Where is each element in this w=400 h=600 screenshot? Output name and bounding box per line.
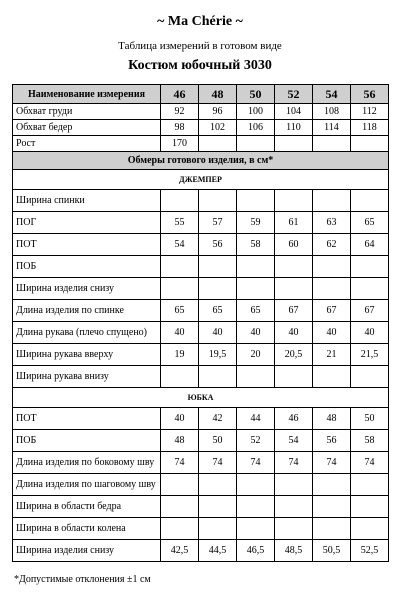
row-label-cell: Ширина в области колена [13,518,161,540]
value-cell: 21 [313,344,351,366]
measurements-table-body [13,85,389,562]
row-label-cell: Ширина изделия снизу [13,540,161,562]
table-row [13,452,389,474]
value-cell [313,496,351,518]
value-cell: 110 [275,120,313,136]
value-cell [351,256,389,278]
table-row [13,256,389,278]
value-cell [237,496,275,518]
table-row [13,136,389,152]
value-cell: 74 [199,452,237,474]
row-label-cell: ПОТ [13,234,161,256]
size-header-cell: 56 [351,85,389,104]
value-cell: 57 [199,212,237,234]
row-label-cell: Ширина в области бедра [13,496,161,518]
value-cell [351,278,389,300]
value-cell [275,366,313,388]
value-cell: 19,5 [199,344,237,366]
value-cell: 104 [275,104,313,120]
value-cell [313,278,351,300]
value-cell: 102 [199,120,237,136]
table-row [13,366,389,388]
table-row [13,496,389,518]
value-cell: 74 [237,452,275,474]
value-cell [313,518,351,540]
value-cell [351,496,389,518]
value-cell: 59 [237,212,275,234]
value-cell: 44 [237,408,275,430]
value-cell: 20 [237,344,275,366]
table-header-row [13,85,389,104]
value-cell: 65 [237,300,275,322]
value-cell: 60 [275,234,313,256]
value-cell [237,190,275,212]
value-cell [275,256,313,278]
group-title-row-cell: ДЖЕМПЕР [13,170,389,190]
value-cell: 52 [237,430,275,452]
value-cell: 96 [199,104,237,120]
value-cell: 48,5 [275,540,313,562]
value-cell [351,474,389,496]
value-cell [161,278,199,300]
value-cell: 50,5 [313,540,351,562]
value-cell: 58 [237,234,275,256]
value-cell: 118 [351,120,389,136]
size-header-cell: 50 [237,85,275,104]
value-cell [199,518,237,540]
value-cell: 65 [161,300,199,322]
size-header-cell: 52 [275,85,313,104]
table-row [13,120,389,136]
table-row [13,190,389,212]
value-cell [199,136,237,152]
value-cell [237,136,275,152]
value-cell [161,256,199,278]
value-cell: 98 [161,120,199,136]
group-title-row [13,388,389,408]
value-cell [237,256,275,278]
value-cell: 67 [313,300,351,322]
value-cell [275,518,313,540]
value-cell [161,190,199,212]
value-cell: 42 [199,408,237,430]
value-cell: 52,5 [351,540,389,562]
value-cell: 62 [313,234,351,256]
value-cell [161,518,199,540]
value-cell: 74 [275,452,313,474]
size-header-cell: 46 [161,85,199,104]
table-row [13,540,389,562]
section-title-row-cell: Обмеры готового изделия, в см* [13,152,389,170]
value-cell: 46,5 [237,540,275,562]
value-cell: 40 [313,322,351,344]
value-cell [161,496,199,518]
value-cell: 67 [275,300,313,322]
measurements-table [12,84,389,562]
table-row [13,408,389,430]
value-cell: 74 [351,452,389,474]
row-label-cell: Ширина изделия снизу [13,278,161,300]
table-row [13,430,389,452]
value-cell: 65 [199,300,237,322]
value-cell: 40 [161,322,199,344]
table-row [13,344,389,366]
value-cell [199,366,237,388]
value-cell [313,190,351,212]
value-cell [351,136,389,152]
value-cell [313,474,351,496]
value-cell [351,518,389,540]
value-cell: 42,5 [161,540,199,562]
table-row [13,322,389,344]
value-cell [237,278,275,300]
value-cell: 40 [351,322,389,344]
value-cell [275,474,313,496]
value-cell [199,190,237,212]
row-label-cell: Обхват груди [13,104,161,120]
value-cell [237,366,275,388]
section-title-row [13,152,389,170]
row-label-cell: Ширина рукава вверху [13,344,161,366]
value-cell: 48 [161,430,199,452]
value-cell [161,366,199,388]
value-cell [313,366,351,388]
value-cell [313,136,351,152]
value-cell: 63 [313,212,351,234]
value-cell [275,278,313,300]
size-header-cell: 54 [313,85,351,104]
value-cell [275,496,313,518]
group-title-row-cell: ЮБКА [13,388,389,408]
value-cell: 40 [237,322,275,344]
table-row [13,104,389,120]
table-row [13,474,389,496]
value-cell: 74 [313,452,351,474]
value-cell [275,136,313,152]
value-cell: 50 [199,430,237,452]
row-label-cell: Длина рукава (плечо спущено) [13,322,161,344]
value-cell: 65 [351,212,389,234]
value-cell: 40 [161,408,199,430]
value-cell: 64 [351,234,389,256]
row-label-cell: Ширина рукава внизу [13,366,161,388]
value-cell: 67 [351,300,389,322]
value-cell: 106 [237,120,275,136]
value-cell: 48 [313,408,351,430]
value-cell: 50 [351,408,389,430]
value-cell [351,190,389,212]
value-cell: 108 [313,104,351,120]
value-cell [199,278,237,300]
value-cell: 170 [161,136,199,152]
row-label-cell: ПОБ [13,256,161,278]
table-row [13,234,389,256]
row-label-cell: Обхват бедер [13,120,161,136]
value-cell: 46 [275,408,313,430]
value-cell: 21,5 [351,344,389,366]
row-label-cell: Длина изделия по спинке [13,300,161,322]
brand-title: ~ Ma Chérie ~ [157,14,243,29]
row-label-cell: ПОТ [13,408,161,430]
value-cell: 56 [199,234,237,256]
value-cell: 58 [351,430,389,452]
value-cell: 114 [313,120,351,136]
size-header-cell: 48 [199,85,237,104]
value-cell [161,474,199,496]
value-cell: 55 [161,212,199,234]
table-row [13,212,389,234]
value-cell: 40 [199,322,237,344]
row-label-cell: Длина изделия по боковому шву [13,452,161,474]
value-cell [313,256,351,278]
value-cell: 112 [351,104,389,120]
value-cell [351,366,389,388]
row-label-cell: ПОБ [13,430,161,452]
table-row [13,300,389,322]
value-cell: 20,5 [275,344,313,366]
value-cell: 44,5 [199,540,237,562]
value-cell [199,496,237,518]
value-cell: 92 [161,104,199,120]
value-cell: 61 [275,212,313,234]
value-cell [237,474,275,496]
table-row [13,518,389,540]
product-title: Костюм юбочный 3030 [128,58,272,73]
row-label-cell: Ширина спинки [13,190,161,212]
value-cell [199,256,237,278]
value-cell: 54 [275,430,313,452]
value-cell: 100 [237,104,275,120]
value-cell [237,518,275,540]
row-label-cell: Рост [13,136,161,152]
value-cell: 54 [161,234,199,256]
row-label-cell: ПОГ [13,212,161,234]
value-cell: 40 [275,322,313,344]
value-cell: 74 [161,452,199,474]
row-label-cell: Длина изделия по шаговому шву [13,474,161,496]
header-label-cell: Наименование измерения [13,85,161,104]
value-cell [199,474,237,496]
footnote: *Допустимые отклонения ±1 см [14,574,151,585]
value-cell: 19 [161,344,199,366]
document-subtitle: Таблица измерений в готовом виде [118,40,282,52]
group-title-row [13,170,389,190]
value-cell [275,190,313,212]
value-cell: 56 [313,430,351,452]
table-row [13,278,389,300]
